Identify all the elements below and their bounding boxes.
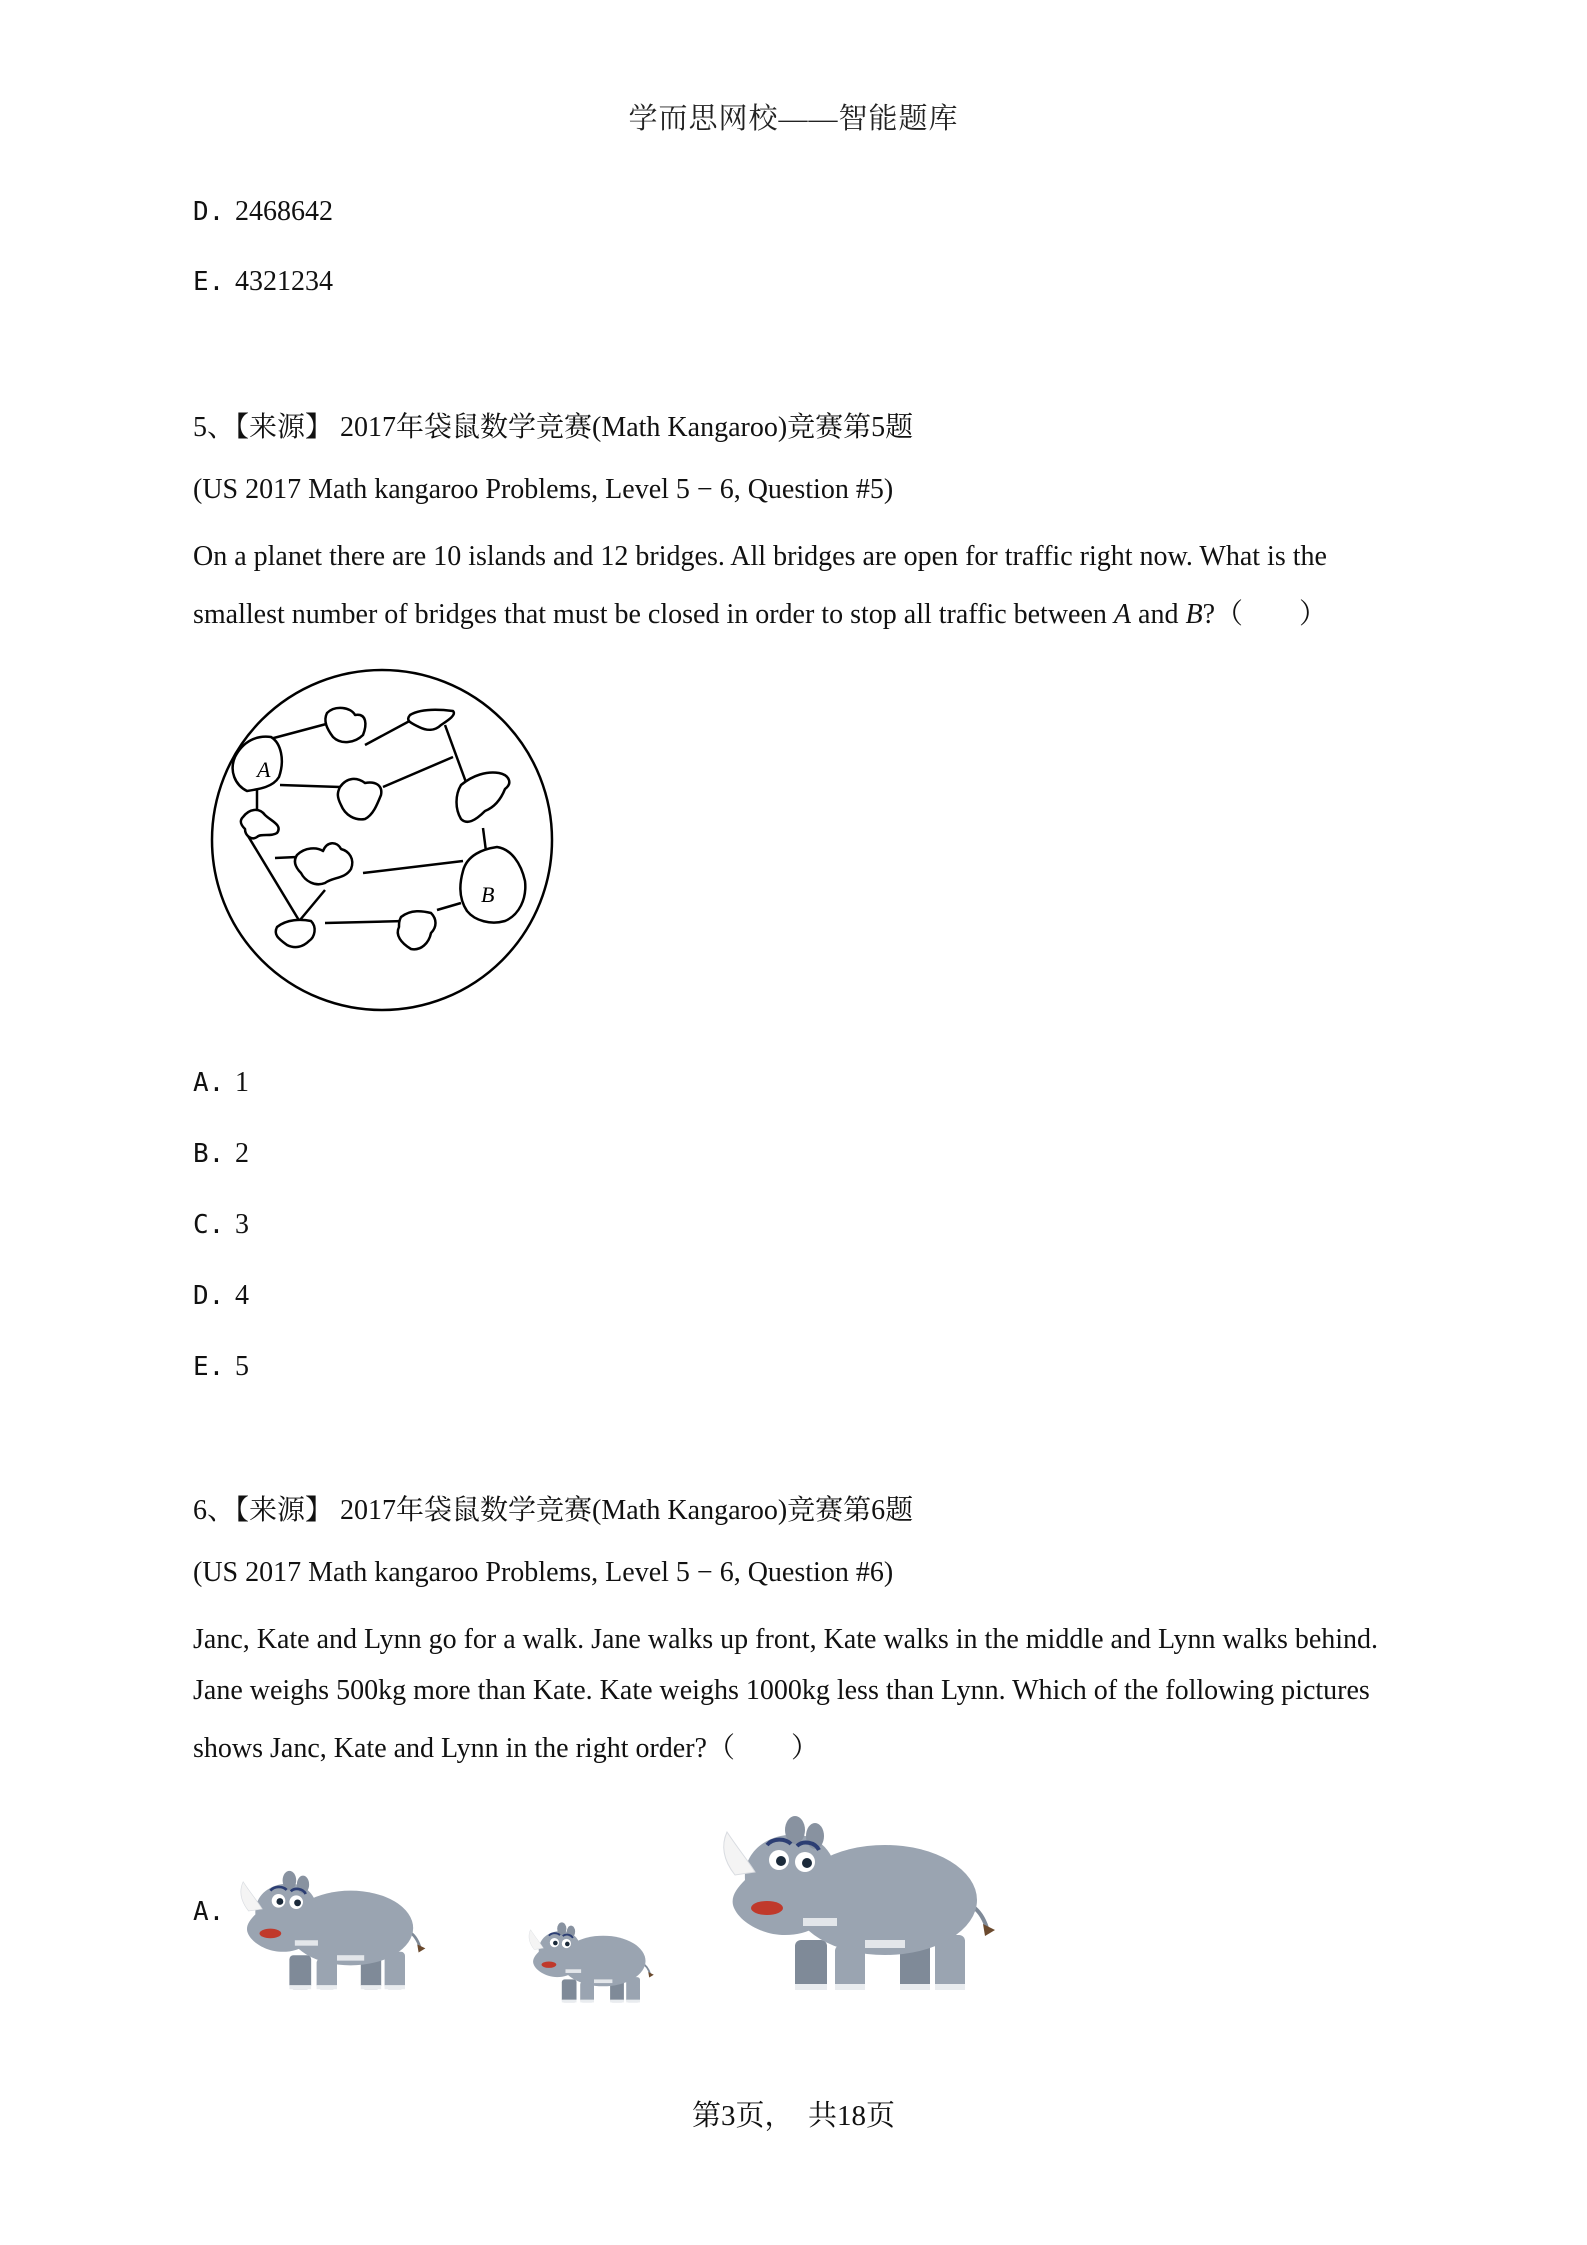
bridge	[275, 857, 297, 858]
bridge	[245, 831, 300, 922]
rhino-large	[724, 1816, 995, 1990]
option-letter: C.	[193, 1210, 225, 1240]
page-header: 学而思网校——智能题库	[628, 103, 959, 135]
option-letter: A.	[193, 1897, 225, 1927]
q5-text-line1: On a planet there are 10 islands and 12 bridges. All bridges are open for traffic right now. What is the	[193, 541, 1327, 572]
option-value: 2468642	[235, 196, 333, 227]
island	[338, 779, 381, 819]
islands-bridges-figure	[205, 665, 560, 1015]
q5-subheading: (US 2017 Math kangaroo Problems, Level 5 − 6, Question #5)	[193, 474, 894, 505]
q6-subheading: (US 2017 Math kangaroo Problems, Level 5 − 6, Question #6)	[193, 1557, 894, 1588]
q5-option-c	[193, 1209, 249, 1241]
option-letter: E.	[193, 267, 225, 297]
q5-option-e	[193, 1351, 249, 1383]
option-letter: D.	[193, 1281, 225, 1311]
option-value: 1	[235, 1067, 249, 1098]
q5-heading: 5、【来源】 2017年袋鼠数学竞赛(Math Kangaroo)竞赛第5题	[193, 412, 914, 443]
option-d-prev	[193, 196, 333, 228]
option-value: 2	[235, 1138, 249, 1169]
page-footer: 第3页， 共18页	[691, 2100, 895, 2132]
island	[398, 911, 436, 949]
option-value: 4	[235, 1280, 249, 1311]
bridge	[437, 903, 461, 910]
q6-text-line1: Janc, Kate and Lynn go for a walk. Jane walks up front, Kate walks in the middle and Lynn walks behind.	[193, 1624, 1379, 1655]
q5-option-d	[193, 1280, 249, 1312]
option-value: 5	[235, 1351, 249, 1382]
island	[408, 710, 454, 730]
bridge	[363, 861, 463, 873]
q6-option-a	[193, 1896, 235, 1928]
island	[295, 843, 352, 884]
option-e-prev	[193, 266, 333, 298]
bridge	[280, 785, 340, 787]
rhino-small	[529, 1922, 654, 2002]
bridge	[383, 757, 453, 787]
rhinos-picture	[235, 1800, 1095, 2015]
option-letter: E.	[193, 1352, 225, 1382]
q6-text-line3: shows Janc, Kate and Lynn in the right order?（ ）	[193, 1733, 819, 1764]
option-value: 3	[235, 1209, 249, 1240]
q5-option-b	[193, 1138, 249, 1170]
island	[325, 708, 365, 742]
option-letter: A.	[193, 1068, 225, 1098]
option-letter: B.	[193, 1139, 225, 1169]
bridge	[445, 725, 467, 785]
bridge	[300, 890, 325, 920]
option-letter: D.	[193, 197, 225, 227]
option-value: 4321234	[235, 266, 333, 297]
q5-text-part: and	[1131, 599, 1186, 630]
rhino-medium	[241, 1871, 425, 1989]
q5-text-part: ?（ ）	[1202, 599, 1328, 630]
island	[276, 920, 315, 947]
q5-text-part: smallest number of bridges that must be closed in order to stop all traffic between	[193, 599, 1114, 630]
q5-text-line2	[193, 592, 1327, 632]
label-b: B	[481, 882, 495, 907]
bridge	[325, 921, 405, 923]
var-a: A	[1113, 599, 1132, 630]
q5-option-a	[193, 1067, 249, 1099]
q6-text-line2: Jane weighs 500kg more than Kate. Kate weighs 1000kg less than Lynn. Which of the following pictures	[193, 1675, 1370, 1706]
label-a: A	[257, 757, 271, 782]
var-b: B	[1185, 599, 1203, 630]
planet-circle	[212, 670, 552, 1010]
q6-heading: 6、【来源】 2017年袋鼠数学竞赛(Math Kangaroo)竞赛第6题	[193, 1495, 914, 1526]
island	[241, 810, 279, 838]
